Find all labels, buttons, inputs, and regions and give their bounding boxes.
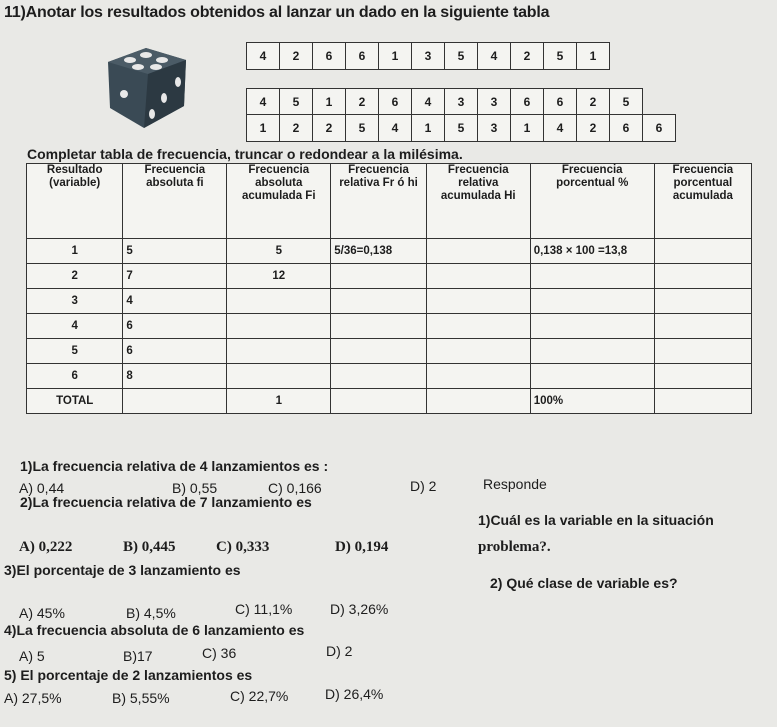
dice-result-cell: 1: [412, 115, 445, 142]
table-cell[interactable]: 8: [123, 364, 227, 389]
column-header: Resultado (variable): [27, 164, 123, 239]
q5-option-d: D) 26,4%: [325, 686, 384, 702]
table-cell[interactable]: [331, 389, 427, 414]
q3-option-a: A) 45%: [19, 605, 65, 621]
table-row: [27, 239, 752, 264]
q2-option-a: A) 0,222: [19, 539, 73, 555]
dice-results-row-2: [246, 88, 643, 116]
dice-result-cell: 4: [544, 115, 577, 142]
side-question-2: 2) Qué clase de variable es?: [490, 575, 678, 591]
dice-result-cell: 1: [313, 89, 346, 116]
q2-option-c: C) 0,333: [216, 539, 270, 555]
table-cell[interactable]: 2: [27, 264, 123, 289]
dice-result-cell: 6: [346, 43, 379, 70]
dice-result-cell: 6: [544, 89, 577, 116]
q4-option-b: B)17: [123, 648, 153, 664]
dice-result-cell: 6: [511, 89, 544, 116]
table-cell[interactable]: [654, 314, 751, 339]
table-cell[interactable]: 1: [227, 389, 331, 414]
table-cell[interactable]: [426, 289, 530, 314]
table-cell[interactable]: TOTAL: [27, 389, 123, 414]
table-cell[interactable]: [654, 364, 751, 389]
table-cell[interactable]: 0,138 × 100 =13,8: [530, 239, 654, 264]
table-cell[interactable]: 100%: [530, 389, 654, 414]
table-cell[interactable]: [331, 264, 427, 289]
table-cell[interactable]: [426, 239, 530, 264]
table-row: [27, 364, 752, 389]
q3-option-b: B) 4,5%: [126, 605, 176, 621]
page-title: 11)Anotar los resultados obtenidos al lanzar un dado en la siguiente tabla: [4, 4, 550, 21]
table-cell[interactable]: [530, 264, 654, 289]
q4-option-c: C) 36: [202, 645, 237, 661]
dice-result-cell: 5: [445, 43, 478, 70]
column-header: Frecuencia relativa Fr ó hi: [331, 164, 427, 239]
dice-result-cell: 4: [478, 43, 511, 70]
dice-result-cell: 6: [610, 115, 643, 142]
q5-option-a: A) 27,5%: [4, 690, 62, 706]
table-instruction: Completar tabla de frecuencia, truncar o redondear a la milésima.: [27, 146, 463, 162]
responde-label: Responde: [483, 476, 547, 492]
table-cell[interactable]: [331, 364, 427, 389]
q1-option-a: A) 0,44: [19, 480, 65, 496]
dice-result-cell: 1: [379, 43, 412, 70]
dice-result-cell: 4: [412, 89, 445, 116]
frequency-table: [26, 163, 752, 414]
dice-result-cell: 1: [511, 115, 544, 142]
table-cell[interactable]: [654, 239, 751, 264]
table-cell[interactable]: [227, 339, 331, 364]
question-2: 2)La frecuencia relativa de 7 lanzamiento es: [20, 494, 312, 510]
table-cell[interactable]: 5: [227, 239, 331, 264]
table-cell[interactable]: 12: [227, 264, 331, 289]
dice-result-cell: 3: [478, 89, 511, 116]
question-4: 4)La frecuencia absoluta de 6 lanzamiento es: [4, 622, 305, 638]
dice-result-cell: 3: [445, 89, 478, 116]
table-row: [27, 314, 752, 339]
question-5: 5) El porcentaje de 2 lanzamientos es: [4, 667, 253, 683]
q3-option-c: C) 11,1%: [235, 601, 293, 617]
table-row: [27, 389, 752, 414]
q1-option-c: C) 0,166: [268, 480, 322, 496]
table-cell[interactable]: 4: [123, 289, 227, 314]
dice-result-cell: 5: [610, 89, 643, 116]
table-cell[interactable]: [654, 264, 751, 289]
table-cell[interactable]: [426, 389, 530, 414]
table-cell[interactable]: 5/36=0,138: [331, 239, 427, 264]
question-1: 1)La frecuencia relativa de 4 lanzamientos es :: [20, 458, 329, 474]
table-cell[interactable]: 1: [27, 239, 123, 264]
table-cell[interactable]: [426, 264, 530, 289]
table-cell[interactable]: 6: [123, 339, 227, 364]
table-cell[interactable]: [654, 289, 751, 314]
table-cell[interactable]: [530, 314, 654, 339]
dice-result-cell: 2: [346, 89, 379, 116]
table-cell[interactable]: 7: [123, 264, 227, 289]
dice-result-cell: 5: [346, 115, 379, 142]
table-cell[interactable]: 5: [123, 239, 227, 264]
dice-result-cell: 5: [445, 115, 478, 142]
table-cell[interactable]: [426, 364, 530, 389]
dice-result-cell: 2: [577, 115, 610, 142]
dice-result-cell: 4: [247, 43, 280, 70]
dice-result-cell: 1: [577, 43, 610, 70]
table-cell[interactable]: [227, 289, 331, 314]
table-cell[interactable]: [654, 389, 751, 414]
q2-option-b: B) 0,445: [123, 539, 176, 555]
column-header: Frecuencia porcentual acumulada: [654, 164, 751, 239]
side-question-1-cont: problema?.: [478, 539, 551, 555]
dice-result-cell: 3: [412, 43, 445, 70]
dice-results-row-1: [246, 42, 610, 70]
dice-results-row-3: [246, 114, 676, 142]
table-cell[interactable]: [426, 339, 530, 364]
table-cell[interactable]: [227, 314, 331, 339]
dice-result-cell: 3: [478, 115, 511, 142]
dice-result-cell: 2: [280, 43, 313, 70]
table-cell[interactable]: [530, 364, 654, 389]
table-cell[interactable]: 6: [27, 364, 123, 389]
table-cell[interactable]: 6: [123, 314, 227, 339]
dice-result-cell: 4: [247, 89, 280, 116]
question-3: 3)El porcentaje de 3 lanzamiento es: [4, 562, 241, 578]
q1-option-b: B) 0,55: [172, 480, 218, 496]
table-cell[interactable]: [331, 314, 427, 339]
table-cell[interactable]: 3: [27, 289, 123, 314]
dice-result-cell: 5: [280, 89, 313, 116]
die-icon: [100, 36, 192, 132]
dice-result-cell: 2: [577, 89, 610, 116]
table-cell[interactable]: [530, 289, 654, 314]
table-row: [27, 289, 752, 314]
q4-option-a: A) 5: [19, 648, 45, 664]
dice-result-cell: 2: [313, 115, 346, 142]
table-cell[interactable]: [654, 339, 751, 364]
table-cell[interactable]: 4: [27, 314, 123, 339]
q4-option-d: D) 2: [326, 643, 353, 659]
table-row: [27, 264, 752, 289]
table-cell[interactable]: [227, 364, 331, 389]
column-header: Frecuencia absoluta fi: [123, 164, 227, 239]
dice-result-cell: 2: [280, 115, 313, 142]
table-row: [27, 339, 752, 364]
dice-result-cell: 6: [313, 43, 346, 70]
q1-option-d: D) 2: [410, 478, 437, 494]
dice-result-cell: 5: [544, 43, 577, 70]
column-header: Frecuencia relativa acumulada Hi: [426, 164, 530, 239]
dice-result-cell: 2: [511, 43, 544, 70]
table-cell[interactable]: [331, 339, 427, 364]
table-cell[interactable]: [123, 389, 227, 414]
table-cell[interactable]: [426, 314, 530, 339]
table-cell[interactable]: [530, 339, 654, 364]
side-question-1: 1)Cuál es la variable en la situación: [478, 512, 714, 528]
table-cell[interactable]: [331, 289, 427, 314]
q5-option-c: C) 22,7%: [230, 688, 289, 704]
dice-result-cell: 1: [247, 115, 280, 142]
dice-result-cell: 6: [379, 89, 412, 116]
q3-option-d: D) 3,26%: [330, 601, 389, 617]
dice-result-cell: 4: [379, 115, 412, 142]
q5-option-b: B) 5,55%: [112, 690, 170, 706]
table-cell[interactable]: 5: [27, 339, 123, 364]
column-header: Frecuencia absoluta acumulada Fi: [227, 164, 331, 239]
q2-option-d: D) 0,194: [335, 539, 389, 555]
column-header: Frecuencia porcentual %: [530, 164, 654, 239]
dice-result-cell: 6: [643, 115, 676, 142]
